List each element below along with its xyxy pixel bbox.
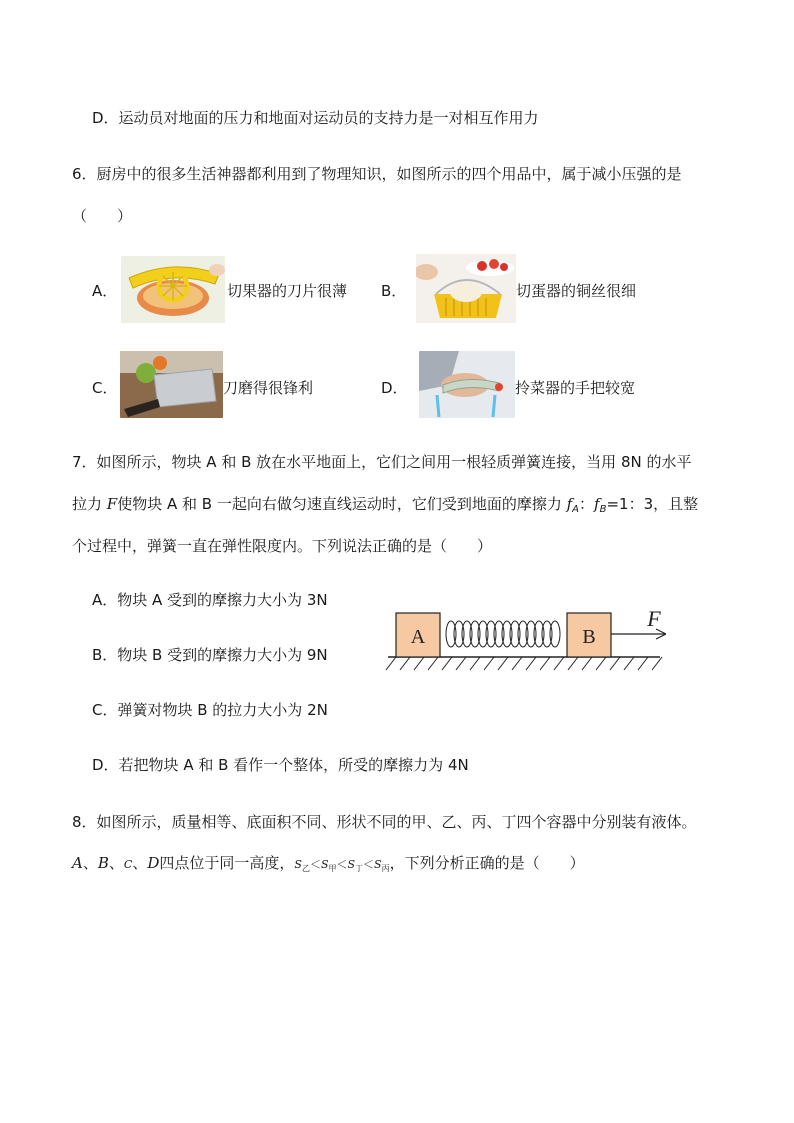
q7-option-c: C．弹簧对物块 B 的拉力大小为 2N (92, 701, 328, 719)
q6-option-c-text: 刀磨得很锋利 (223, 379, 314, 397)
q6-stem: 6．厨房中的很多生活神器都利用到了物理知识，如图所示的四个用品中，属于减小压强的是 (72, 165, 682, 183)
q6-option-d-letter: D． (381, 379, 408, 397)
block-b-label: B (582, 626, 596, 648)
ground-hatching (386, 657, 662, 670)
q7-stem-line1: 7．如图所示，物块 A 和 B 放在水平地面上，它们之间用一根轻质弹簧连接，当用 8N 的水平 (72, 453, 692, 471)
q6-option-d-text: 拎菜器的手把较宽 (515, 379, 636, 397)
force-label: F (647, 606, 661, 631)
q7-stem-line2: 拉力 F使物块 A 和 B 一起向右做匀速直线运动时，它们受到地面的摩擦力 $f_A$：$f_B=1$：3，且整 (72, 495, 699, 515)
q6-option-a-text: 切果器的刀片很薄 (227, 282, 348, 300)
bag-carrier-handle-image (419, 351, 515, 418)
spring (446, 621, 560, 647)
q8-stem-line1: 8．如图所示，质量相等、底面积不同、形状不同的甲、乙、丙、丁四个容器中分别装有液体。 (72, 813, 697, 831)
q6-option-b-text: 切蛋器的铜丝很细 (516, 282, 637, 300)
spring-blocks-figure (384, 600, 666, 672)
egg-slicer-image (416, 254, 516, 323)
q8-stem-line2: A、B、C、D四点位于同一高度，$S_乙<S_甲<S_丁<S_丙$，下列分析正确的是（ ） (72, 854, 585, 873)
q6-option-b-letter: B． (381, 282, 407, 300)
q6-option-c-letter: C． (92, 379, 118, 397)
block-a-label: A (410, 626, 426, 648)
apple-slicer-image (121, 256, 225, 323)
q7-option-d: D．若把物块 A 和 B 看作一个整体，所受的摩擦力为 4N (92, 756, 469, 774)
q7-option-a: A．物块 A 受到的摩擦力大小为 3N (92, 591, 328, 609)
q7-option-b: B．物块 B 受到的摩擦力大小为 9N (92, 646, 328, 664)
q5-option-d: D．运动员对地面的压力和地面对运动员的支持力是一对相互作用力 (92, 109, 539, 127)
q7-stem-line3: 个过程中，弹簧一直在弹性限度内。下列说法正确的是（ ） (72, 537, 493, 555)
q6-option-a-letter: A． (92, 282, 118, 300)
kitchen-knife-image (120, 351, 223, 418)
q6-stem-bracket: （ ） (72, 207, 133, 225)
